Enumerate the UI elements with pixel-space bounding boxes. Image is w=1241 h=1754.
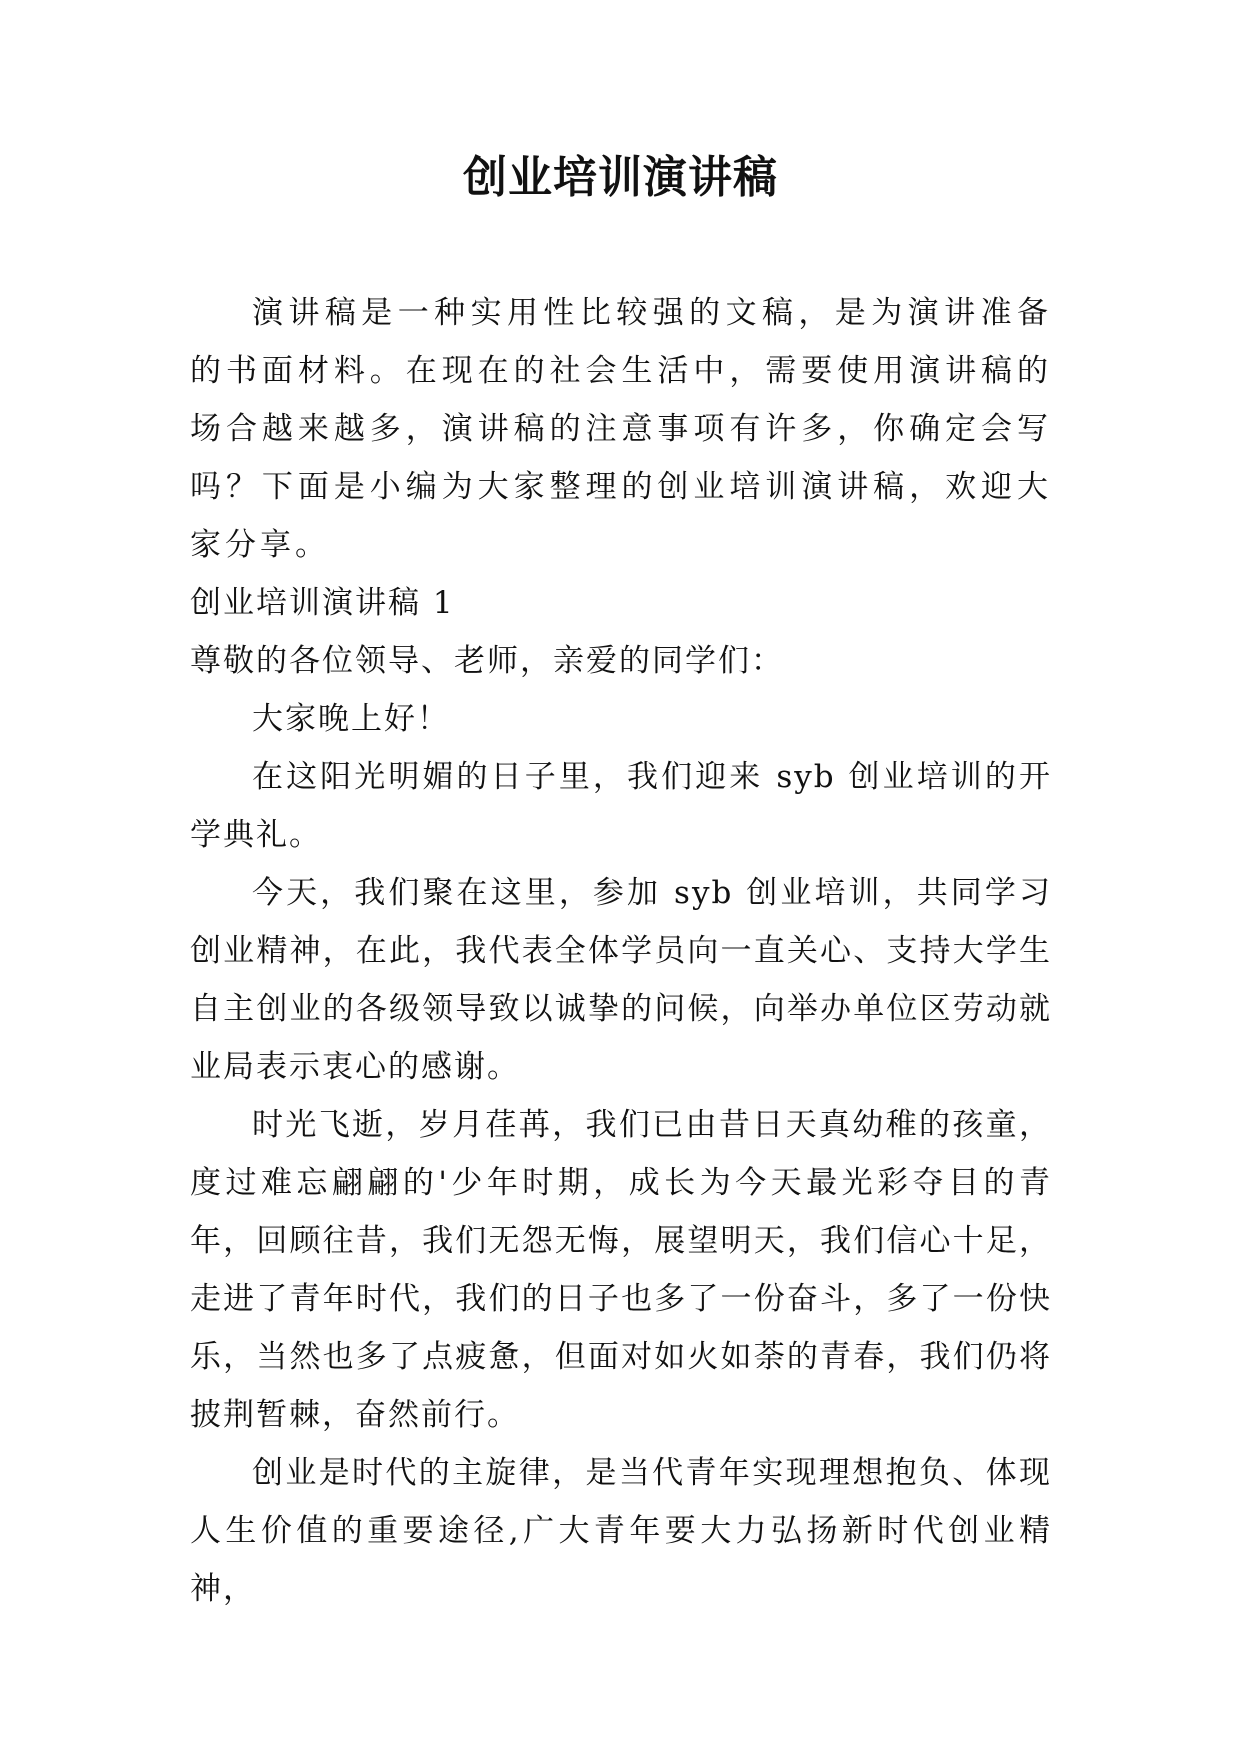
body-paragraph: 创业是时代的主旋律，是当代青年实现理想抱负、体现人生价值的重要途径,广大青年要大力弘扬新时代创业精神， <box>190 1455 1052 1607</box>
body-paragraph: 在这阳光明媚的日子里，我们迎来 syb 创业培训的开学典礼。 <box>190 759 1052 853</box>
speech-section <box>190 574 1052 1618</box>
intro-paragraph: 演讲稿是一种实用性比较强的文稿，是为演讲准备的书面材料。在现在的社会生活中，需要使用演讲稿的场合越来越多，演讲稿的注意事项有许多，你确定会写吗？下面是小编为大家整理的创业培训演讲稿，欢迎大家分享。 <box>190 295 1052 563</box>
body-paragraph: 时光飞逝，岁月荏苒，我们已由昔日天真幼稚的孩童，度过难忘翩翩的'少年时期，成长为今天最光彩夺目的青年，回顾往昔，我们无怨无悔，展望明天，我们信心十足，走进了青年时代，我们的日子也多了一份奋斗，多了一份快乐，当然也多了点疲惫，但面对如火如荼的青春，我们仍将披荆暂棘，奋然前行。 <box>190 1107 1052 1433</box>
section-heading: 创业培训演讲稿 1 <box>190 585 455 621</box>
salutation: 尊敬的各位领导、老师，亲爱的同学们： <box>190 643 784 679</box>
body-paragraph: 今天，我们聚在这里，参加 syb 创业培训，共同学习创业精神，在此，我代表全体学员向一直关心、支持大学生自主创业的各级领导致以诚挚的问候，向举办单位区劳动就业局表示衷心的感谢。 <box>190 875 1052 1085</box>
document-title: 创业培训演讲稿 <box>463 152 778 203</box>
greeting: 大家晚上好！ <box>252 701 450 737</box>
